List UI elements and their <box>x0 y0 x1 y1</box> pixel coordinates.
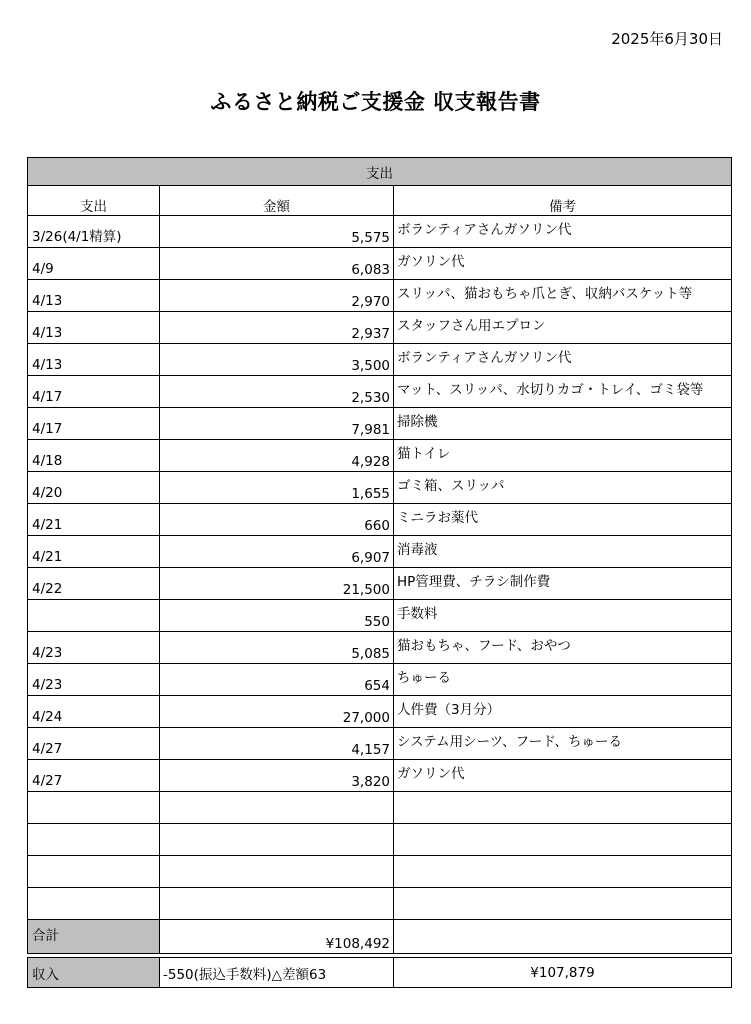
table-row <box>28 824 732 856</box>
row-note <box>394 856 732 888</box>
page-title: ふるさと納税ご支援金 収支報告書 <box>210 90 541 114</box>
row-date: 4/20 <box>28 472 160 504</box>
row-amount: 27,000 <box>160 696 394 728</box>
row-date: 4/23 <box>28 632 160 664</box>
total-note <box>394 920 732 954</box>
row-date: 3/26(4/1精算) <box>28 216 160 248</box>
row-date: 4/27 <box>28 728 160 760</box>
row-note: スタッフさん用エプロン <box>394 312 732 344</box>
income-table <box>27 957 732 988</box>
income-amount: ¥107,879 <box>394 958 732 988</box>
table-row <box>28 888 732 920</box>
table-row <box>28 280 732 312</box>
row-note: 猫おもちゃ、フード、おやつ <box>394 632 732 664</box>
table-row <box>28 216 732 248</box>
table-row <box>28 312 732 344</box>
table-row <box>28 536 732 568</box>
row-amount: 6,083 <box>160 248 394 280</box>
row-note: 消毒液 <box>394 536 732 568</box>
row-note: 手数料 <box>394 600 732 632</box>
section-header-row <box>28 158 732 186</box>
row-date: 4/18 <box>28 440 160 472</box>
table-row <box>28 600 732 632</box>
row-date: 4/17 <box>28 408 160 440</box>
table-row <box>28 792 732 824</box>
income-detail: -550(振込手数料)△差額63 <box>160 958 394 988</box>
row-date: 4/13 <box>28 344 160 376</box>
row-amount: 654 <box>160 664 394 696</box>
total-label: 合計 <box>28 920 160 954</box>
row-date: 4/21 <box>28 504 160 536</box>
table-row <box>28 856 732 888</box>
row-amount: 21,500 <box>160 568 394 600</box>
table-row <box>28 760 732 792</box>
row-amount: 5,085 <box>160 632 394 664</box>
row-note: システム用シーツ、フード、ちゅーる <box>394 728 732 760</box>
row-note: ミニラお薬代 <box>394 504 732 536</box>
row-date <box>28 888 160 920</box>
section-header: 支出 <box>28 158 732 186</box>
row-amount: 5,575 <box>160 216 394 248</box>
column-header-row <box>28 186 732 216</box>
row-note: HP管理費、チラシ制作費 <box>394 568 732 600</box>
row-amount <box>160 856 394 888</box>
row-note: ボランティアさんガソリン代 <box>394 344 732 376</box>
row-date: 4/23 <box>28 664 160 696</box>
row-note: ガソリン代 <box>394 248 732 280</box>
row-date <box>28 600 160 632</box>
row-note: 掃除機 <box>394 408 732 440</box>
table-row <box>28 664 732 696</box>
row-amount: 3,500 <box>160 344 394 376</box>
row-date: 4/13 <box>28 280 160 312</box>
row-date: 4/17 <box>28 376 160 408</box>
row-date <box>28 824 160 856</box>
row-amount <box>160 824 394 856</box>
income-row <box>28 958 732 988</box>
total-amount: ¥108,492 <box>160 920 394 954</box>
row-amount: 1,655 <box>160 472 394 504</box>
table-row <box>28 696 732 728</box>
row-date <box>28 856 160 888</box>
row-note: マット、スリッパ、水切りカゴ・トレイ、ゴミ袋等 <box>394 376 732 408</box>
column-header-amount: 金額 <box>160 186 394 216</box>
row-date: 4/24 <box>28 696 160 728</box>
income-label: 収入 <box>28 958 160 988</box>
table-row <box>28 472 732 504</box>
row-note: ガソリン代 <box>394 760 732 792</box>
row-note: ゴミ箱、スリッパ <box>394 472 732 504</box>
table-row <box>28 440 732 472</box>
row-note <box>394 824 732 856</box>
table-row <box>28 408 732 440</box>
row-date: 4/27 <box>28 760 160 792</box>
table-row <box>28 568 732 600</box>
table-row <box>28 248 732 280</box>
row-amount: 660 <box>160 504 394 536</box>
row-amount <box>160 888 394 920</box>
row-date: 4/21 <box>28 536 160 568</box>
row-amount: 4,157 <box>160 728 394 760</box>
row-amount: 7,981 <box>160 408 394 440</box>
column-header-date: 支出 <box>28 186 160 216</box>
row-date <box>28 792 160 824</box>
row-note: ボランティアさんガソリン代 <box>394 216 732 248</box>
table-row <box>28 632 732 664</box>
row-note: 猫トイレ <box>394 440 732 472</box>
row-note <box>394 888 732 920</box>
row-date: 4/9 <box>28 248 160 280</box>
table-row <box>28 504 732 536</box>
total-row <box>28 920 732 954</box>
row-amount: 550 <box>160 600 394 632</box>
row-note <box>394 792 732 824</box>
row-note: ちゅーる <box>394 664 732 696</box>
table-row <box>28 728 732 760</box>
row-amount: 3,820 <box>160 760 394 792</box>
expense-table <box>27 157 732 954</box>
row-date: 4/22 <box>28 568 160 600</box>
row-amount: 2,937 <box>160 312 394 344</box>
column-header-note: 備考 <box>394 186 732 216</box>
row-amount: 6,907 <box>160 536 394 568</box>
row-note: 人件費（3月分） <box>394 696 732 728</box>
table-row <box>28 376 732 408</box>
row-amount <box>160 792 394 824</box>
table-row <box>28 344 732 376</box>
report-date: 2025年6月30日 <box>611 30 723 48</box>
row-amount: 2,970 <box>160 280 394 312</box>
row-amount: 4,928 <box>160 440 394 472</box>
row-date: 4/13 <box>28 312 160 344</box>
row-note: スリッパ、猫おもちゃ爪とぎ、収納バスケット等 <box>394 280 732 312</box>
row-amount: 2,530 <box>160 376 394 408</box>
